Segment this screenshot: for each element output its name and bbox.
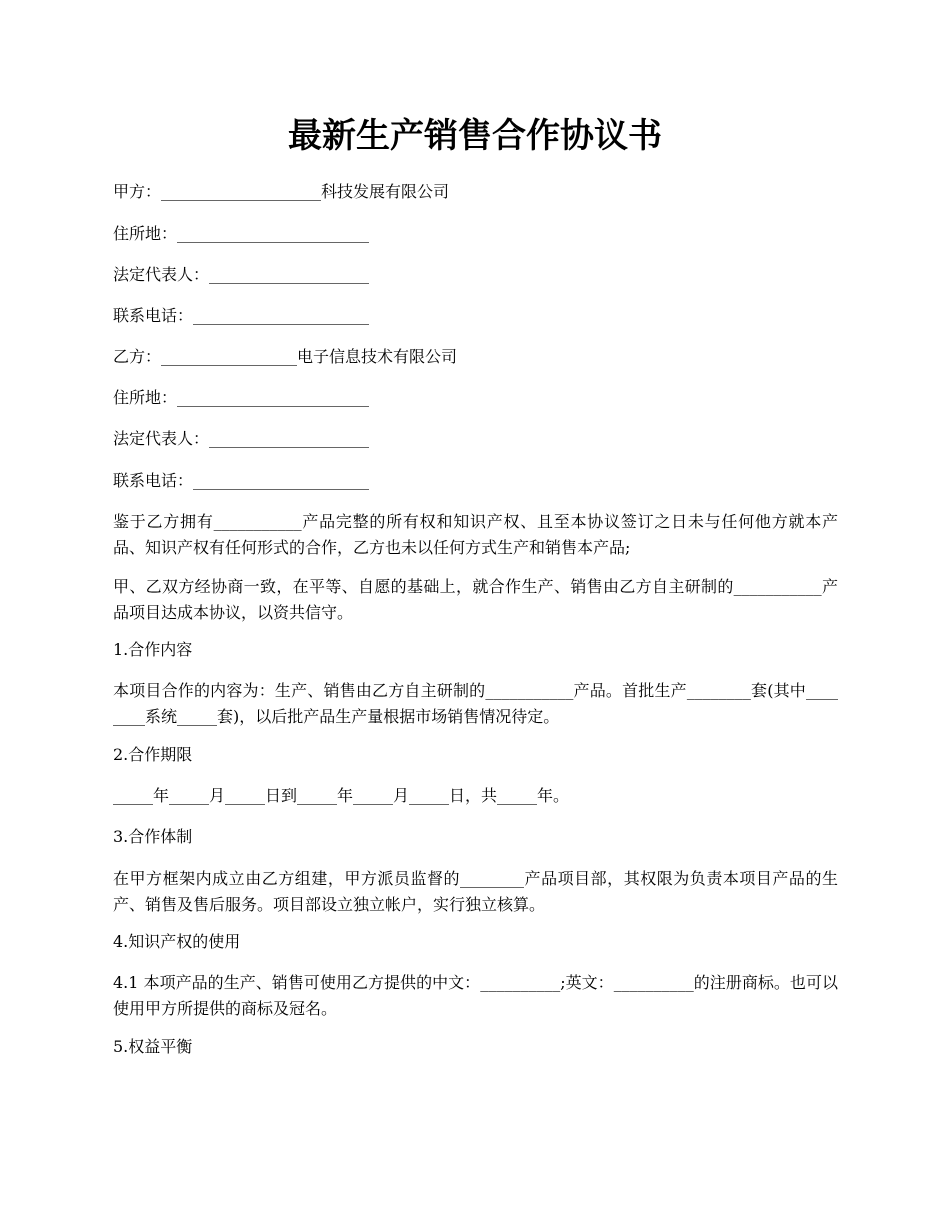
section-4-body: 4.1 本项产品的生产、销售可使用乙方提供的中文：__________;英文：__________的注册商标。也可以使用甲方所提供的商标及冠名。 [113, 973, 838, 1018]
party-a-address: 住所地：________________________ [113, 224, 370, 243]
preamble-paragraph-2: 甲、乙双方经协商一致，在平等、自愿的基础上，就合作生产、销售由乙方自主研制的___________产品项目达成本协议，以资共信守。 [113, 577, 838, 622]
section-2-body: _____年_____月_____日到_____年_____月_____日，共_____年。 [113, 786, 570, 805]
party-a-phone: 联系电话：______________________ [113, 306, 370, 325]
party-b-name: 乙方：_________________电子信息技术有限公司 [113, 347, 458, 366]
section-5-heading: 5.权益平衡 [113, 1037, 193, 1056]
section-4-heading: 4.知识产权的使用 [113, 932, 241, 951]
document-title: 最新生产销售合作协议书 [288, 116, 662, 156]
party-b-address: 住所地：________________________ [113, 388, 370, 407]
preamble-paragraph-1: 鉴于乙方拥有___________产品完整的所有权和知识产权、且至本协议签订之日未与任何他方就本产品、知识产权有任何形式的合作，乙方也未以任何方式生产和销售本产品; [113, 512, 838, 557]
section-3-body: 在甲方框架内成立由乙方组建，甲方派员监督的________产品项目部，其权限为负责本项目产品的生产、销售及售后服务。项目部设立独立帐户，实行独立核算。 [113, 869, 838, 914]
section-1-body: 本项目合作的内容为：生产、销售由乙方自主研制的___________产品。首批生产________套(其中________系统_____套)，以后批产品生产量根据市场销售情况待定。 [113, 681, 838, 726]
party-b-representative: 法定代表人：____________________ [113, 429, 370, 448]
party-b-phone: 联系电话：______________________ [113, 471, 370, 490]
section-3-heading: 3.合作体制 [113, 827, 193, 846]
party-a-representative: 法定代表人：____________________ [113, 265, 370, 284]
section-1-heading: 1.合作内容 [113, 640, 193, 659]
section-2-heading: 2.合作期限 [113, 745, 193, 764]
party-a-name: 甲方：____________________科技发展有限公司 [113, 182, 450, 201]
